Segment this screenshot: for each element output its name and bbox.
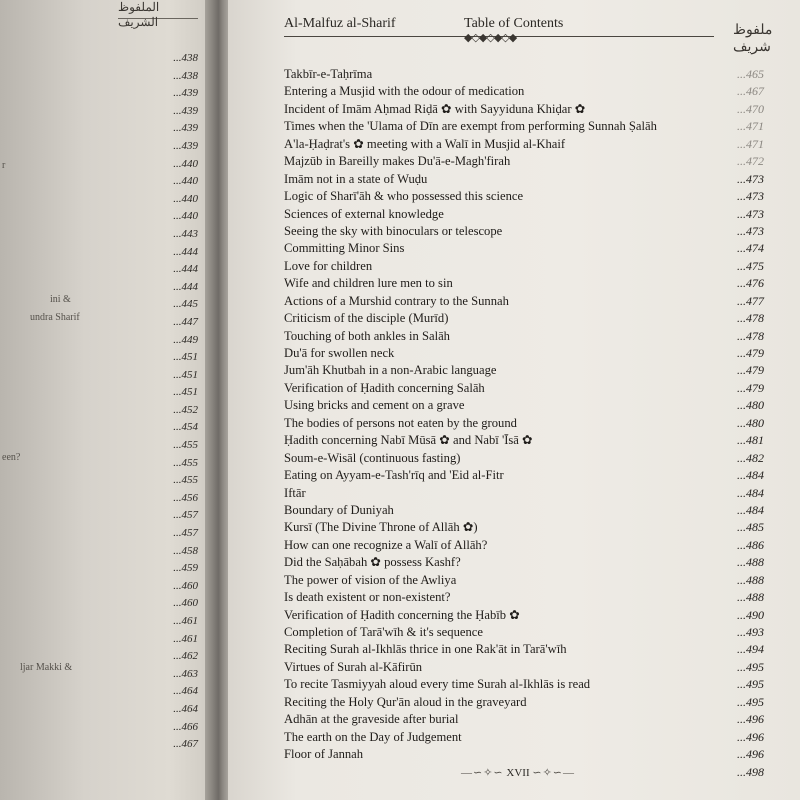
toc-entry[interactable]	[284, 537, 764, 554]
left-page-number: ...440	[173, 175, 198, 188]
footer-ornament-left: —∽✧∽	[460, 767, 504, 779]
toc-entry-page: ...484	[737, 502, 764, 517]
toc-entry-title: Reciting Surah al-Ikhlās thrice in one Rak'āt in Tarā'wīh	[284, 642, 567, 657]
left-page-number: ...447	[173, 315, 198, 328]
toc-entry[interactable]	[284, 746, 764, 763]
toc-entry-title: Iftār	[284, 485, 306, 500]
toc-entry-page: ...478	[737, 328, 764, 343]
toc-entry[interactable]	[284, 293, 764, 310]
left-page-number: ...467	[173, 738, 198, 751]
toc-entry[interactable]	[284, 624, 764, 641]
table-of-contents	[284, 66, 764, 781]
toc-entry[interactable]	[284, 83, 764, 100]
toc-entry[interactable]	[284, 676, 764, 693]
left-page-number: ...452	[173, 403, 198, 416]
toc-entry-page: ...467	[737, 84, 764, 99]
left-page-number: ...455	[173, 439, 198, 452]
toc-entry-page: ...473	[737, 189, 764, 204]
toc-entry-title: To recite Tasmiyyah aloud every time Surah al-Ikhlās is read	[284, 677, 591, 692]
left-text-fragment: undra Sharif	[30, 312, 80, 323]
left-page-number: ...456	[173, 491, 198, 504]
left-page-numbers	[138, 50, 198, 754]
toc-entry-page: ...479	[737, 363, 764, 378]
toc-entry-title: Committing Minor Sins	[284, 241, 405, 256]
toc-entry[interactable]	[284, 502, 764, 519]
toc-entry[interactable]	[284, 641, 764, 658]
toc-entry[interactable]	[284, 240, 764, 257]
toc-entry-title: Kursī (The Divine Throne of Allāh ✿)	[284, 520, 478, 535]
toc-entry-title: Floor of Jannah	[284, 747, 364, 762]
left-page-number: ...439	[173, 139, 198, 152]
page-footer	[428, 766, 608, 786]
left-page-number: ...451	[173, 386, 198, 399]
toc-entry[interactable]	[284, 554, 764, 571]
toc-entry-page: ...474	[737, 241, 764, 256]
toc-entry-page: ...495	[737, 677, 764, 692]
toc-entry-page: ...465	[737, 67, 764, 81]
left-page-number: ...445	[173, 298, 198, 311]
left-page-number: ...444	[173, 263, 198, 276]
toc-entry-page: ...475	[737, 258, 764, 273]
toc-entry-title: Eating on Ayyam-e-Tash'rīq and 'Eid al-Fitr	[284, 468, 504, 483]
left-page-number: ...451	[173, 351, 198, 364]
right-page	[228, 0, 800, 800]
left-page-number: ...439	[173, 87, 198, 100]
left-page-number: ...460	[173, 579, 198, 592]
toc-entry-page: ...494	[737, 642, 764, 657]
toc-entry-page: ...485	[737, 520, 764, 535]
toc-entry[interactable]	[284, 328, 764, 345]
toc-entry-title: The earth on the Day of Judgement	[284, 729, 462, 744]
toc-entry-title: Jum'āh Khutbah in a non-Arabic language	[284, 363, 497, 378]
toc-entry[interactable]	[284, 607, 764, 624]
toc-entry[interactable]	[284, 310, 764, 327]
toc-entry-page: ...480	[737, 415, 764, 430]
toc-entry[interactable]	[284, 380, 764, 397]
toc-entry-title: Touching of both ankles in Salāh	[284, 328, 450, 343]
left-page-number: ...461	[173, 632, 198, 645]
left-page-number: ...463	[173, 667, 198, 680]
toc-entry[interactable]	[284, 397, 764, 414]
toc-entry[interactable]	[284, 153, 764, 170]
left-page-number: ...451	[173, 368, 198, 381]
toc-entry-title: Wife and children lure men to sin	[284, 276, 453, 291]
left-page-number: ...443	[173, 227, 198, 240]
toc-entry-page: ...488	[737, 590, 764, 605]
toc-entry-title: Love for children	[284, 258, 373, 273]
toc-entry-title: Reciting the Holy Qur'ān aloud in the graveyard	[284, 694, 527, 709]
toc-entry[interactable]	[284, 206, 764, 223]
toc-entry-title: Incident of Imām Aḥmad Riḍā ✿ with Sayyiduna Khiḍar ✿	[284, 101, 586, 116]
toc-entry-title: Criticism of the disciple (Murīd)	[284, 311, 449, 326]
left-page-number: ...460	[173, 597, 198, 610]
left-page-number: ...444	[173, 245, 198, 258]
toc-entry[interactable]	[284, 136, 764, 153]
header-ornament: ◆◇◆◇◆◇◆	[464, 32, 517, 44]
left-page-number: ...444	[173, 280, 198, 293]
toc-entry[interactable]	[284, 589, 764, 606]
toc-entry-page: ...484	[737, 485, 764, 500]
toc-entry-title: The bodies of persons not eaten by the ground	[284, 415, 517, 430]
toc-entry-title: The power of vision of the Awliya	[284, 572, 457, 587]
toc-entry-page: ...498	[737, 764, 764, 779]
left-page-number: ...455	[173, 474, 198, 487]
toc-entry-title: Did the Saḥābah ✿ possess Kashf?	[284, 555, 461, 570]
left-page-number: ...458	[173, 544, 198, 557]
toc-entry[interactable]	[284, 275, 764, 292]
toc-entry-title: Verification of Ḥadith concerning the Ḥabīb ✿	[284, 607, 520, 622]
left-page-number: ...440	[173, 210, 198, 223]
toc-entry-page: ...479	[737, 380, 764, 395]
toc-entry[interactable]	[284, 432, 764, 449]
toc-entry-title: Entering a Musjid with the odour of medication	[284, 84, 525, 99]
left-page-number: ...438	[173, 69, 198, 82]
toc-entry-page: ...471	[737, 136, 764, 151]
toc-entry-page: ...496	[737, 747, 764, 762]
toc-entry-page: ...484	[737, 468, 764, 483]
toc-entry-title: Imām not in a state of Wuḍu	[284, 171, 428, 186]
toc-entry-title: How can one recognize a Walī of Allāh?	[284, 537, 488, 552]
toc-entry[interactable]	[284, 345, 764, 362]
left-page-number: ...457	[173, 509, 198, 522]
toc-entry[interactable]	[284, 450, 764, 467]
toc-entry[interactable]	[284, 485, 764, 502]
toc-entry[interactable]	[284, 66, 764, 83]
toc-entry[interactable]	[284, 171, 764, 188]
left-page-number: ...439	[173, 104, 198, 117]
toc-entry-title: Boundary of Duniyah	[284, 502, 394, 517]
toc-entry-page: ...495	[737, 659, 764, 674]
left-page-number: ...440	[173, 157, 198, 170]
toc-entry-title: Sciences of external knowledge	[284, 206, 444, 221]
toc-entry-page: ...488	[737, 572, 764, 587]
left-page-number: ...457	[173, 527, 198, 540]
toc-entry-title: Du'ā for swollen neck	[284, 346, 395, 360]
toc-entry-page: ...496	[737, 729, 764, 744]
toc-entry-page: ...488	[737, 555, 764, 570]
toc-entry-page: ...482	[737, 450, 764, 465]
toc-entry-title: Seeing the sky with binoculars or telescope	[284, 223, 503, 238]
left-page-number: ...449	[173, 333, 198, 346]
left-text-fragment: een?	[2, 452, 21, 463]
page-number-roman: XVII	[506, 767, 530, 779]
toc-entry[interactable]	[284, 188, 764, 205]
toc-entry[interactable]	[284, 118, 764, 135]
calligraphy-logo: ملفوظ شریف	[733, 23, 773, 55]
left-page-number: ...464	[173, 685, 198, 698]
toc-entry-page: ...473	[737, 206, 764, 221]
toc-entry[interactable]	[284, 519, 764, 536]
toc-entry-title: Completion of Tarā'wīh & it's sequence	[284, 625, 483, 639]
toc-entry-title: Soum-e-Wisāl (continuous fasting)	[284, 450, 461, 465]
toc-entry[interactable]	[284, 572, 764, 589]
toc-entry-title: Takbīr-e-Taḥrīma	[284, 67, 373, 81]
toc-entry-page: ...472	[737, 154, 764, 169]
left-page-number: ...440	[173, 192, 198, 205]
left-text-fragment: r	[2, 160, 6, 171]
toc-entry[interactable]	[284, 101, 764, 118]
toc-entry-title: Majzūb in Bareilly makes Du'ā-e-Magh'firah	[284, 154, 511, 169]
left-page-number: ...466	[173, 720, 198, 733]
left-text-fragment: ljar Makki &	[20, 662, 73, 673]
left-page-number: ...461	[173, 615, 198, 627]
toc-entry-title: Times when the 'Ulama of Dīn are exempt from performing Sunnah Ṣalāh	[284, 119, 657, 134]
toc-entry[interactable]	[284, 415, 764, 432]
toc-entry[interactable]	[284, 467, 764, 484]
toc-entry-page: ...481	[737, 433, 764, 448]
left-page-number: ...462	[173, 650, 198, 663]
left-page-number: ...454	[173, 421, 198, 434]
toc-entry[interactable]	[284, 729, 764, 746]
footer-ornament-right: ∽✧∽—	[532, 767, 576, 779]
left-page-number: ...455	[173, 456, 198, 469]
left-text-fragment: ini &	[50, 294, 71, 305]
toc-entry-page: ...477	[737, 293, 764, 308]
toc-entry[interactable]	[284, 258, 764, 275]
book-title: Al-Malfuz al-Sharif	[284, 16, 396, 31]
toc-entry[interactable]	[284, 659, 764, 676]
toc-entry[interactable]	[284, 711, 764, 728]
toc-entry[interactable]	[284, 694, 764, 711]
toc-entry-page: ...478	[737, 311, 764, 326]
toc-entry-title: Adhān at the graveside after burial	[284, 712, 459, 727]
toc-entry-title: Virtues of Surah al-Kāfirūn	[284, 659, 423, 674]
toc-entry-title: Ḥadith concerning Nabī Mūsā ✿ and Nabī 'Īsā ✿	[284, 433, 533, 448]
left-page-number: ...464	[173, 702, 198, 715]
toc-entry-page: ...486	[737, 537, 764, 552]
toc-entry-title: Verification of Ḥadith concerning Salāh	[284, 380, 485, 395]
toc-entry-title: A'la-Ḥaḍrat's ✿ meeting with a Walī in Musjid al-Khaif	[284, 136, 566, 151]
toc-entry-title: Logic of Sharī'āh & who possessed this science	[284, 189, 524, 204]
toc-entry[interactable]	[284, 362, 764, 379]
toc-entry-page: ...473	[737, 171, 764, 186]
toc-entry-page: ...479	[737, 346, 764, 360]
left-header-calligraphy: الملفوظ الشريف	[118, 0, 198, 19]
toc-entry-page: ...471	[737, 119, 764, 134]
left-page	[0, 0, 212, 800]
toc-entry-page: ...473	[737, 223, 764, 238]
toc-entry-page: ...493	[737, 625, 764, 639]
toc-entry-title: Actions of a Murshid contrary to the Sunnah	[284, 293, 509, 308]
toc-entry-page: ...476	[737, 276, 764, 291]
section-title: Table of Contents	[464, 16, 564, 31]
running-header	[228, 14, 800, 55]
toc-entry-title: Is death existent or non-existent?	[284, 590, 451, 605]
toc-entry-page: ...495	[737, 694, 764, 709]
toc-entry[interactable]	[284, 223, 764, 240]
left-page-number: ...439	[173, 122, 198, 135]
left-page-number: ...438	[173, 52, 198, 64]
toc-entry-page: ...490	[737, 607, 764, 622]
toc-entry-page: ...496	[737, 712, 764, 727]
toc-entry-title: Using bricks and cement on a grave	[284, 398, 465, 413]
left-page-number: ...459	[173, 562, 198, 575]
toc-entry-page: ...470	[737, 101, 764, 116]
toc-entry-page: ...480	[737, 398, 764, 413]
